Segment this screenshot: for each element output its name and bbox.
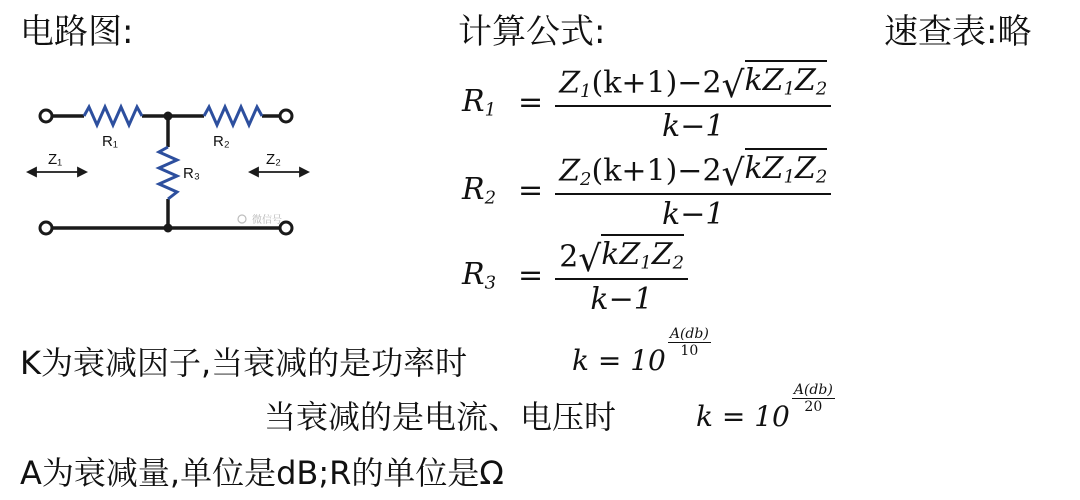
k-power-formula: k = 10 A(db) 10 xyxy=(572,326,709,377)
formula-r1-numerator: $Z_1(k+1)-2$ √ $kZ_1Z_2$ xyxy=(555,60,831,107)
junction-bottom xyxy=(164,224,173,233)
watermark xyxy=(238,213,282,226)
formula-r3-denominator: k−1 xyxy=(590,281,653,317)
k-power-note: K为衰减因子,当衰减的是功率时 xyxy=(20,344,468,382)
formula-r1: $R_1$ = $Z_1(k+1)-2$ √ $kZ_1Z_2$ k−1 xyxy=(462,60,831,144)
formulas-heading: 计算公式: xyxy=(458,12,606,52)
k-current-note: 当衰减的是电流、电压时 xyxy=(264,398,617,436)
formula-r3: $R_3$ = 2 √ $kZ_1Z_2$ k−1 xyxy=(462,234,688,317)
circuit-heading: 电路图: xyxy=(20,12,134,52)
formula-r2-denominator: k−1 xyxy=(662,197,725,232)
terminal-top-left xyxy=(40,110,52,122)
watermark-text: 微信号 xyxy=(252,215,282,226)
resistor-r1 xyxy=(84,107,142,125)
label-r2: R₂ xyxy=(213,133,230,150)
units-note: A为衰减量,单位是dB;R的单位是Ω xyxy=(20,454,504,492)
terminal-top-right xyxy=(280,110,292,122)
t-attenuator-circuit xyxy=(20,92,330,242)
formula-r2: $R_2$ = $Z_2(k+1)-2$ √ $kZ_1Z_2$ k−1 xyxy=(462,148,831,232)
formula-r1-denominator: k−1 xyxy=(662,109,725,144)
label-r3: R₃ xyxy=(183,165,200,182)
arrow-z1 xyxy=(28,168,86,176)
resistor-r2 xyxy=(204,107,262,125)
lookup-table-heading: 速查表:略 xyxy=(884,12,1032,52)
formula-r2-numerator: $Z_2(k+1)-2$ √ $kZ_1Z_2$ xyxy=(555,148,831,195)
label-r1: R₁ xyxy=(102,133,118,150)
k-current-formula: k = 10 A(db) 20 xyxy=(696,382,833,433)
label-z2: Z₂ xyxy=(266,151,281,168)
formula-r3-numerator: 2 √ $kZ_1Z_2$ xyxy=(555,234,688,280)
resistor-r3 xyxy=(159,147,177,199)
label-z1: Z₁ xyxy=(48,151,63,168)
arrow-z2 xyxy=(250,168,308,176)
terminal-bottom-left xyxy=(40,222,52,234)
junction-top xyxy=(164,112,173,121)
